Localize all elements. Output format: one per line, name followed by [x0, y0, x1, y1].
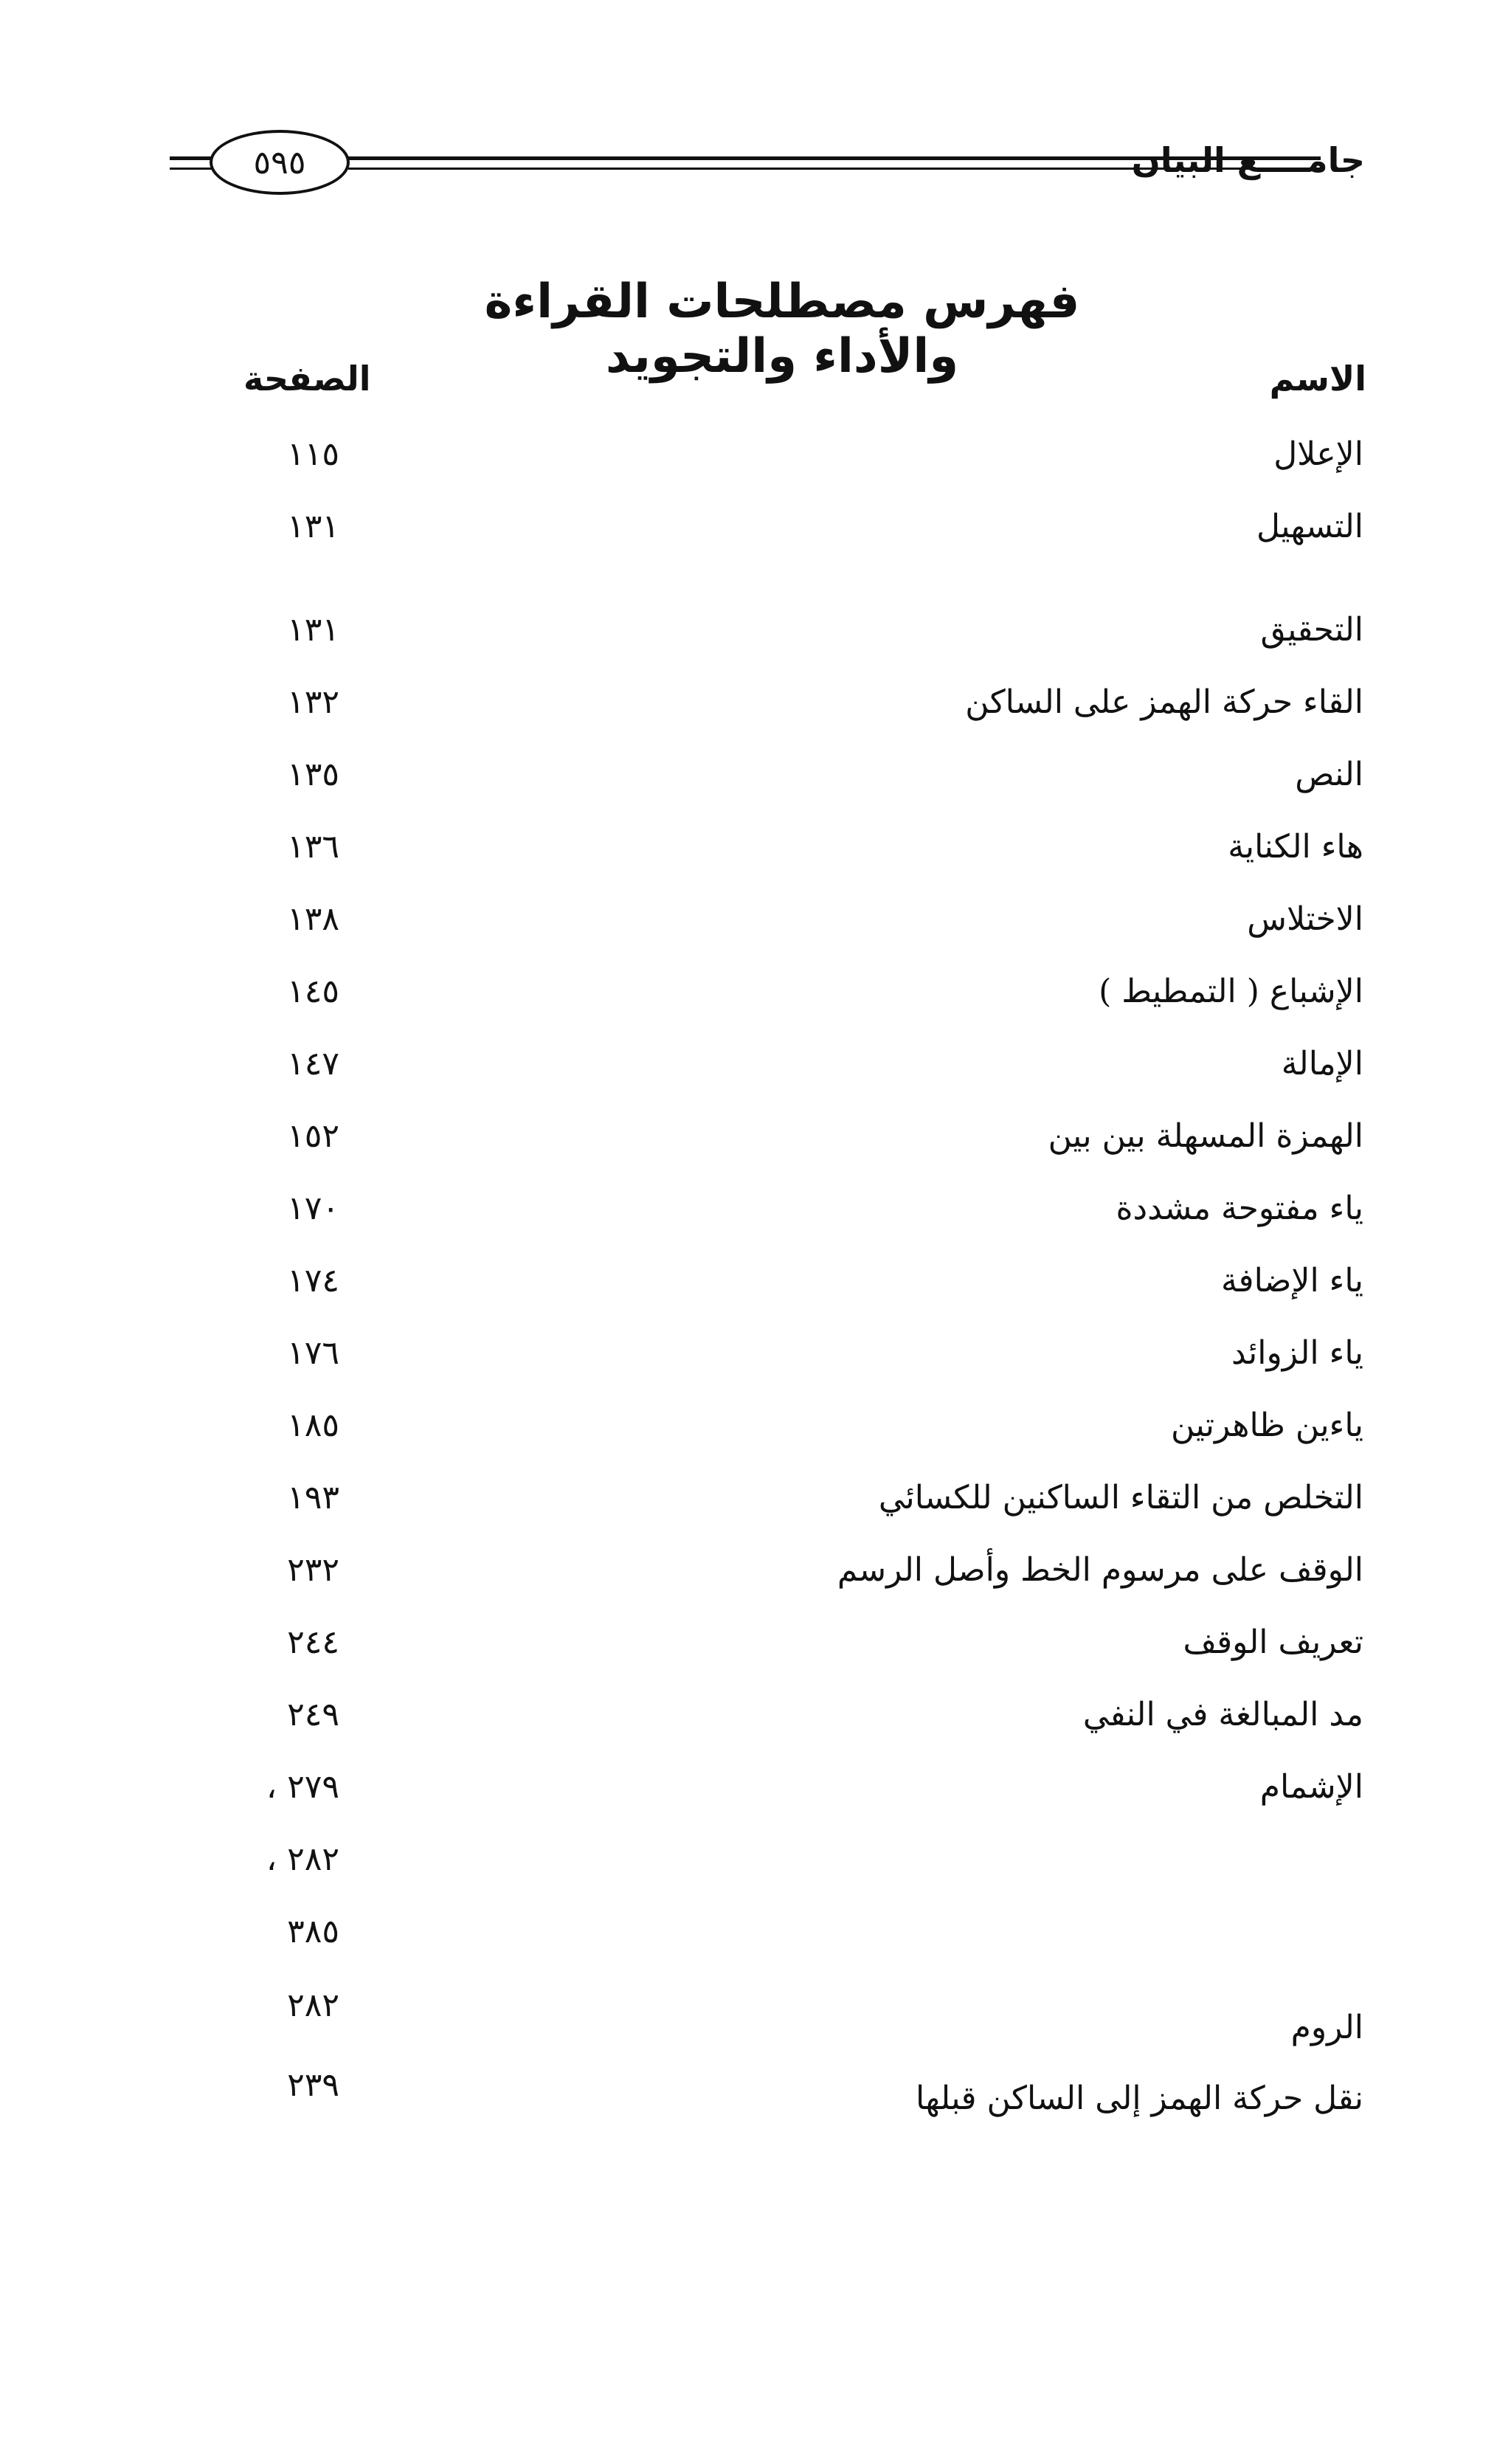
entry-page: ١٤٧	[287, 1045, 339, 1083]
entry-name: الروم	[1290, 2009, 1363, 2046]
entry-name: التخلص من التقاء الساكنين للكسائي	[878, 1479, 1363, 1516]
entry-page: ٢٨٢ ،	[266, 1840, 339, 1878]
entry-name: الوقف على مرسوم الخط وأصل الرسم	[837, 1551, 1363, 1589]
entry-page: ١٧٠	[287, 1190, 339, 1227]
entry-page: ٢٧٩ ،	[266, 1768, 339, 1806]
entry-page: ١٣٥	[287, 756, 339, 793]
entry-page: ١٤٥	[287, 973, 339, 1010]
entry-name: التسهيل	[1256, 508, 1363, 545]
entry-name: مد المبالغة في النفي	[1082, 1696, 1363, 1733]
entry-page: ٣٨٥	[287, 1913, 339, 1950]
entry-page: ١٥٢	[287, 1117, 339, 1155]
entry-page: ٢٨٢	[287, 1987, 339, 2024]
entry-name: ياء الإضافة	[1220, 1262, 1363, 1300]
entry-name: الإعلال	[1273, 435, 1363, 473]
entry-page: ٢٣٢	[287, 1551, 339, 1589]
entry-name: ياء مفتوحة مشددة	[1116, 1190, 1363, 1227]
entry-name: ياء الزوائد	[1231, 1334, 1363, 1372]
entry-name: هاء الكناية	[1228, 828, 1363, 866]
index-title: فهرس مصطلحات القراءة والأداء والتجويد	[484, 275, 1080, 384]
column-heading-page: الصفحة	[243, 359, 371, 398]
column-heading-name: الاسم	[1269, 359, 1366, 398]
entry-name: النص	[1295, 756, 1363, 793]
page-number: ٥٩٥	[210, 130, 350, 195]
entry-name: الإشباع ( التمطيط )	[1099, 973, 1363, 1010]
entry-name: التحقيق	[1260, 611, 1363, 649]
entry-page: ٢٤٩	[287, 1696, 339, 1733]
entry-page: ١٣٢	[287, 683, 339, 721]
book-title: جامــــع البيان	[1131, 140, 1365, 180]
entry-page: ١٣٨	[287, 900, 339, 938]
entry-page: ١٣١	[287, 611, 339, 649]
entry-page: ١٩٣	[287, 1479, 339, 1516]
entry-page: ١٧٦	[287, 1334, 339, 1372]
entry-page: ١٣١	[287, 508, 339, 545]
entry-page: ٢٣٩	[287, 2066, 339, 2104]
entry-page: ١٨٥	[287, 1407, 339, 1444]
entry-name: الهمزة المسهلة بين بين	[1048, 1117, 1363, 1155]
entry-name: نقل حركة الهمز إلى الساكن قبلها	[916, 2080, 1363, 2117]
entry-page: ١٣٦	[287, 828, 339, 866]
entry-name: الإشمام	[1259, 1768, 1363, 1806]
entry-name: تعريف الوقف	[1183, 1623, 1363, 1661]
entry-page: ٢٤٤	[287, 1623, 339, 1661]
entry-page: ١٧٤	[287, 1262, 339, 1300]
entry-name: الاختلاس	[1247, 900, 1363, 938]
entry-name: القاء حركة الهمز على الساكن	[965, 683, 1363, 721]
entry-name: ياءين ظاهرتين	[1171, 1407, 1363, 1444]
entry-page: ١١٥	[287, 435, 339, 473]
entry-name: الإمالة	[1281, 1045, 1363, 1083]
